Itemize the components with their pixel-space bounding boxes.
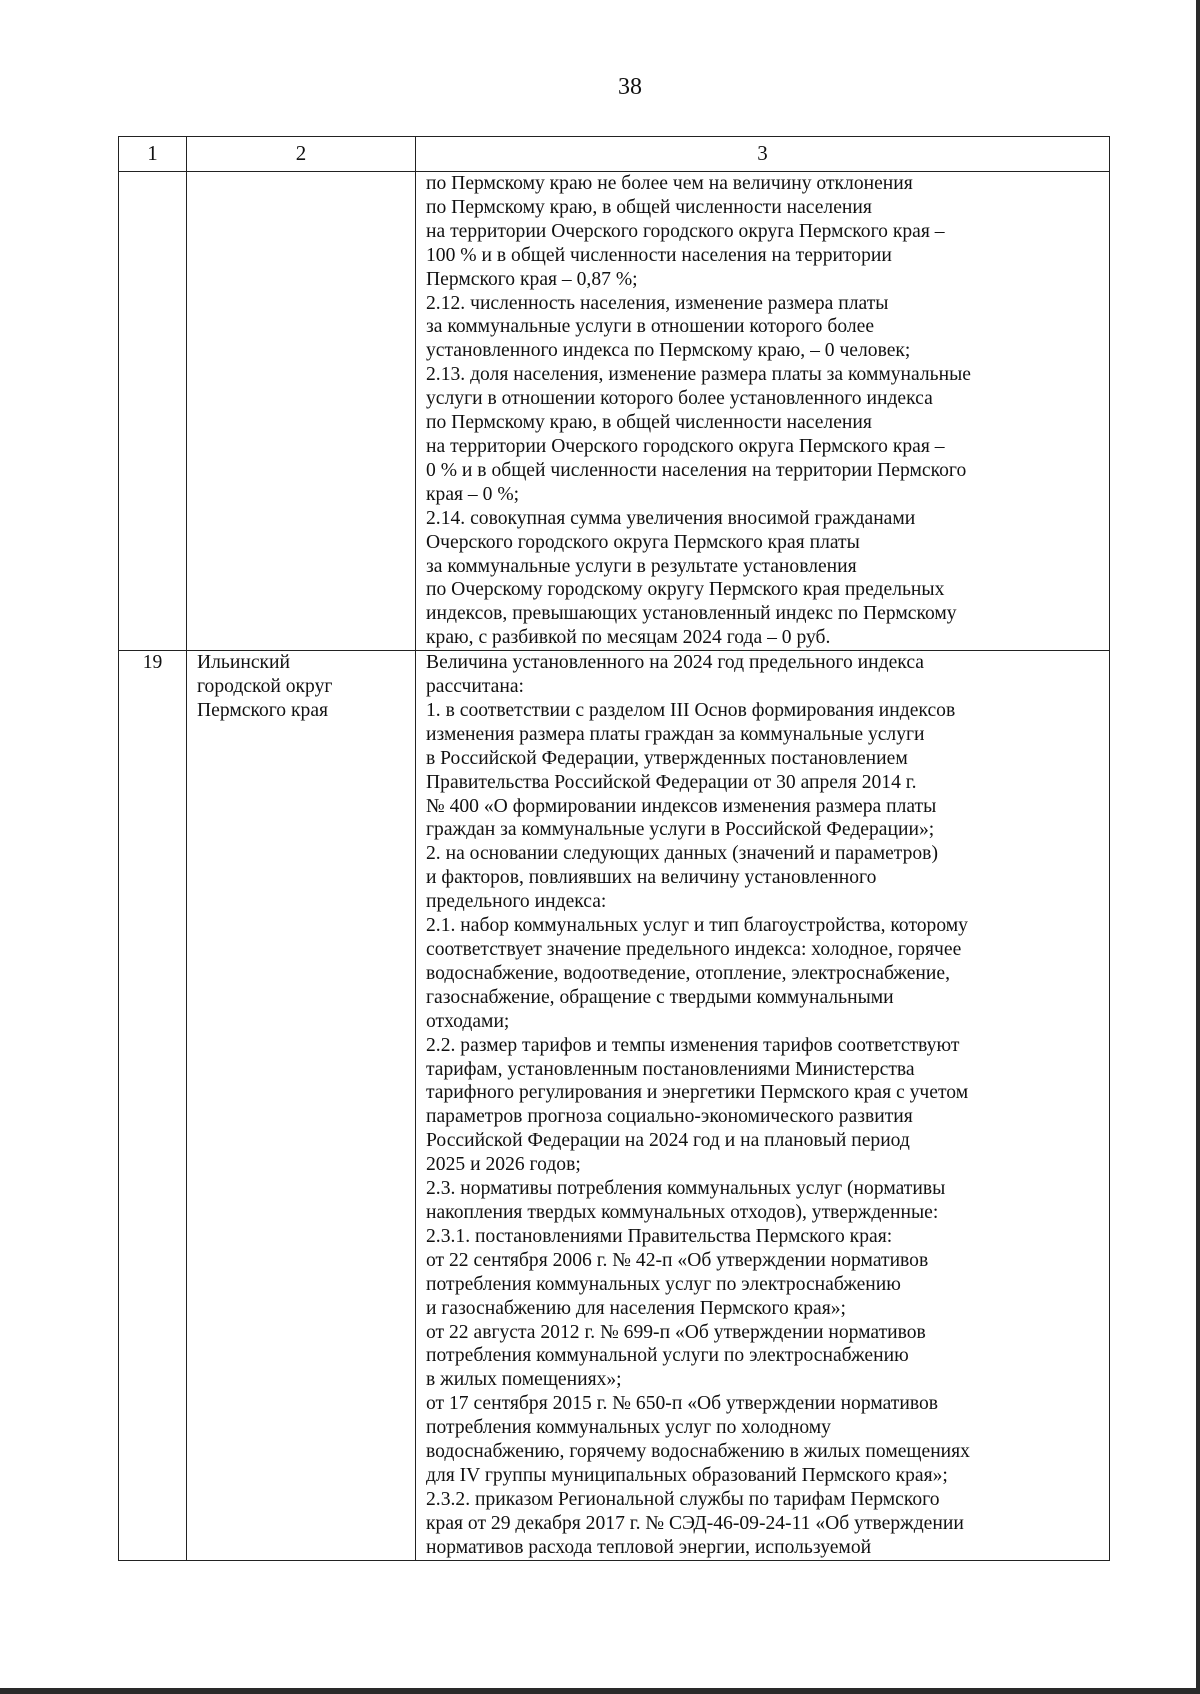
description-line: и газоснабжению для населения Пермского края»;	[426, 1297, 846, 1319]
description-line: края от 29 декабря 2017 г. № СЭД-46-09-24-11 «Об утверждении	[426, 1512, 964, 1534]
description-line: потребления коммунальных услуг по холодному	[426, 1417, 831, 1439]
municipality-name-line: Пермского края	[197, 699, 329, 721]
description-line: рассчитана:	[426, 676, 524, 698]
description-line: нормативов расхода тепловой энергии, используемой	[426, 1536, 872, 1558]
description-line: тарифного регулирования и энергетики Пермского края с учетом	[426, 1082, 969, 1104]
table-row	[119, 651, 1110, 1560]
header-col-3: 3	[416, 137, 1110, 172]
description-line: отходами;	[426, 1010, 510, 1032]
municipality-name-cell	[187, 172, 416, 651]
scan-right-edge	[1196, 0, 1200, 1694]
document-table	[118, 136, 1110, 1561]
description-line: 2.2. размер тарифов и темпы изменения тарифов соответствуют	[426, 1034, 960, 1056]
description-line: потребления коммунальных услуг по электроснабжению	[426, 1273, 901, 1295]
description-line: 0 % и в общей численности населения на территории Пермского	[426, 459, 967, 481]
description-line: водоснабжению, горячему водоснабжению в жилых помещениях	[426, 1441, 970, 1463]
description-line: Очерского городского округа Пермского края платы	[426, 531, 860, 553]
description-line: предельного индекса:	[426, 891, 607, 913]
description-line: на территории Очерского городского округа Пермского края –	[426, 435, 945, 457]
description-line: Пермского края – 0,87 %;	[426, 268, 638, 290]
description-line: газоснабжение, обращение с твердыми коммунальными	[426, 986, 894, 1008]
description-line: от 22 сентября 2006 г. № 42-п «Об утверждении нормативов	[426, 1249, 929, 1271]
description-line: за коммунальные услуги в отношении которого более	[426, 316, 875, 338]
description-line: по Пермскому краю, в общей численности населения	[426, 412, 872, 434]
description-line: услуги в отношении которого более установленного индекса	[426, 388, 933, 410]
row-number-cell: 19	[119, 651, 187, 1560]
description-line: тарифам, установленным постановлениями Министерства	[426, 1058, 915, 1080]
description-cell	[416, 172, 1110, 651]
description-line: 2.3.1. постановлениями Правительства Пермского края:	[426, 1225, 893, 1247]
municipality-name-line: городской округ	[197, 676, 333, 698]
description-line: 1. в соответствии с разделом III Основ формирования индексов	[426, 699, 956, 721]
description-line: края – 0 %;	[426, 483, 520, 505]
description-line: 2025 и 2026 годов;	[426, 1154, 581, 1176]
table-body	[119, 172, 1110, 1561]
description-line: изменения размера платы граждан за коммунальные услуги	[426, 723, 925, 745]
table-row	[119, 172, 1110, 651]
description-line: в жилых помещениях»;	[426, 1369, 622, 1391]
description-line: 2.13. доля населения, изменение размера платы за коммунальные	[426, 364, 971, 386]
description-line: граждан за коммунальные услуги в Российской Федерации»;	[426, 819, 935, 841]
description-line: от 17 сентября 2015 г. № 650-п «Об утверждении нормативов	[426, 1393, 939, 1415]
description-line: за коммунальные услуги в результате установления	[426, 555, 857, 577]
description-line: потребления коммунальной услуги по электроснабжению	[426, 1345, 909, 1367]
description-line: установленного индекса по Пермскому краю, – 0 человек;	[426, 340, 911, 362]
table-header-row	[119, 137, 1110, 172]
description-line: водоснабжение, водоотведение, отопление, электроснабжение,	[426, 962, 950, 984]
description-line: 2.14. совокупная сумма увеличения вносимой гражданами	[426, 507, 916, 529]
header-col-2: 2	[187, 137, 416, 172]
description-cell	[416, 651, 1110, 1560]
description-line: № 400 «О формировании индексов изменения размера платы	[426, 795, 937, 817]
municipality-name-cell	[187, 651, 416, 1560]
description-line: по Пермскому краю, в общей численности населения	[426, 196, 872, 218]
description-line: параметров прогноза социально-экономического развития	[426, 1106, 913, 1128]
description-line: на территории Очерского городского округа Пермского края –	[426, 220, 945, 242]
description-line: и факторов, повлиявших на величину установленного	[426, 867, 877, 889]
description-line: Правительства Российской Федерации от 30 апреля 2014 г.	[426, 771, 917, 793]
description-line: по Пермскому краю не более чем на величину отклонения	[426, 173, 913, 194]
description-line: Российской Федерации на 2024 год и на плановый период	[426, 1130, 910, 1152]
description-line: по Очерскому городскому округу Пермского края предельных	[426, 579, 945, 601]
header-col-1: 1	[119, 137, 187, 172]
scan-bottom-edge	[0, 1688, 1200, 1694]
description-line: Величина установленного на 2024 год предельного индекса	[426, 652, 924, 674]
description-line: 100 % и в общей численности населения на территории	[426, 244, 892, 266]
row-number-cell	[119, 172, 187, 651]
description-line: 2.3. нормативы потребления коммунальных услуг (нормативы	[426, 1178, 946, 1200]
municipality-name-line: Ильинский	[197, 652, 291, 674]
description-line: накопления твердых коммунальных отходов), утвержденные:	[426, 1201, 939, 1223]
description-line: 2.12. численность населения, изменение размера платы	[426, 292, 889, 314]
description-line: 2. на основании следующих данных (значений и параметров)	[426, 843, 938, 865]
description-line: краю, с разбивкой по месяцам 2024 года – 0 руб.	[426, 627, 831, 649]
description-line: 2.1. набор коммунальных услуг и тип благоустройства, которому	[426, 915, 968, 937]
description-line: в Российской Федерации, утвержденных постановлением	[426, 747, 908, 769]
page-number: 38	[618, 74, 642, 100]
description-line: от 22 августа 2012 г. № 699-п «Об утверждении нормативов	[426, 1321, 926, 1343]
description-line: для IV группы муниципальных образований Пермского края»;	[426, 1464, 948, 1486]
description-line: индексов, превышающих установленный индекс по Пермскому	[426, 603, 957, 625]
description-line: соответствует значение предельного индекса: холодное, горячее	[426, 939, 962, 960]
description-line: 2.3.2. приказом Региональной службы по тарифам Пермского	[426, 1488, 940, 1510]
